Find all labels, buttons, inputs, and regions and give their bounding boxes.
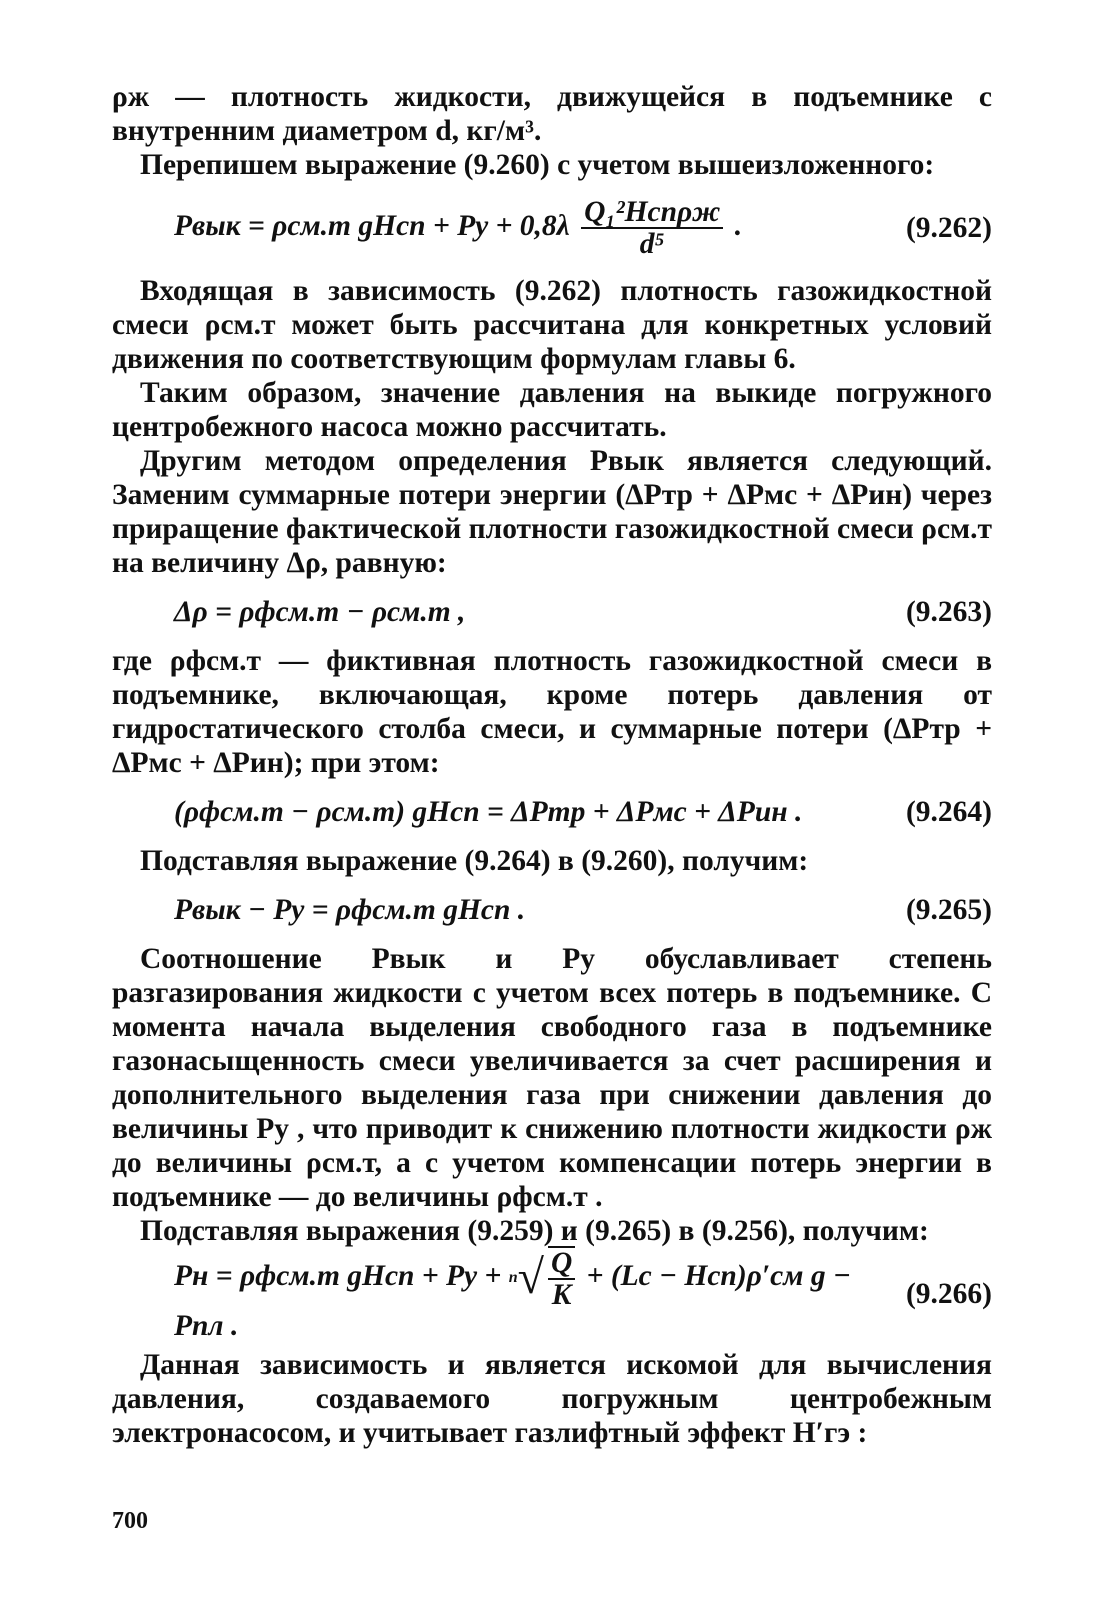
fraction bbox=[548, 1246, 575, 1310]
paragraph: Таким образом, значение давления на выкиде погружного центробежного насоса можно рассчитать. bbox=[112, 377, 992, 443]
equation-body: (ρфсм.т − ρсм.т) gHсп = ΔPтр + ΔPмс + ΔPин . bbox=[174, 795, 803, 828]
equation-number: (9.262) bbox=[905, 211, 992, 244]
equation-9-262 bbox=[112, 182, 992, 274]
equation-number: (9.266) bbox=[905, 1277, 992, 1310]
paragraph: Другим методом определения Pвык является следующий. Заменим суммарные потери энергии (ΔPтр + ΔPмс + ΔPин) через приращение фактической плотности газожидкостной смеси ρсм.т на величину Δρ, равную: bbox=[112, 445, 992, 579]
paragraph: Соотношение Pвык и Pу обуславливает степень разгазирования жидкости с учетом всех потерь в подъемнике. С момента начала выделения свободного газа в подъемнике газонасыщенность смеси увеличивается за счет расширения и дополнительного выделения газа при снижении давления до величины Pу , что приводит к снижению плотности жидкости ρж до величины ρсм.т, а с учетом компенсации потерь энергии в подъемнике — до величины ρфсм.т . bbox=[112, 943, 992, 1213]
page-number: 700 bbox=[112, 1508, 148, 1534]
page-body bbox=[112, 80, 992, 1450]
paragraph: Перепишем выражение (9.260) с учетом вышеизложенного: bbox=[140, 149, 935, 181]
equation-tail: + (Lс − Hсп)ρ′см g − Pпл . bbox=[174, 1259, 851, 1342]
paragraph: Подставляя выражения (9.259) и (9.265) в (9.256), получим: bbox=[140, 1215, 929, 1247]
paragraph: Входящая в зависимость (9.262) плотность газожидкостной смеси ρсм.т может быть рассчитана для конкретных условий движения по соответствующим формулам главы 6. bbox=[112, 275, 992, 375]
paragraph: Подставляя выражение (9.264) в (9.260), получим: bbox=[140, 845, 809, 877]
radical-sign: √ bbox=[517, 1250, 544, 1304]
equation-tail: . bbox=[734, 209, 743, 242]
equation-number: (9.265) bbox=[905, 893, 992, 926]
fraction-numerator: Q₁²Hспρж bbox=[581, 197, 723, 229]
equation-9-264 bbox=[112, 780, 992, 844]
root-index: n bbox=[508, 1268, 518, 1286]
equation-9-265 bbox=[112, 878, 992, 942]
equation-9-263 bbox=[112, 580, 992, 644]
equation-lhs: Pн = ρфсм.т gHсп + Pу + bbox=[174, 1259, 502, 1292]
fraction-denominator: K bbox=[551, 1278, 572, 1311]
paragraph: где ρфсм.т — фиктивная плотность газожидкостной смеси в подъемнике, включающая, кроме потерь давления от гидростатического столба смеси, и суммарные потери (ΔPтр + ΔPмс + ΔPин); при этом: bbox=[112, 645, 992, 779]
equation-lhs: Pвык = ρсм.т gHсп + Pу + 0,8λ bbox=[174, 209, 570, 242]
equation-9-266 bbox=[112, 1248, 992, 1340]
paragraph: Данная зависимость и является искомой для вычисления давления, создаваемого погружным центробежным электронасосом, и учитывает газлифтный эффект H′гэ : bbox=[112, 1349, 992, 1449]
paragraph: ρж — плотность жидкости, движущейся в подъемнике с внутренним диаметром d, кг/м³. bbox=[112, 81, 992, 147]
radical bbox=[509, 1246, 580, 1310]
fraction-numerator: Q bbox=[548, 1248, 575, 1280]
equation-number: (9.263) bbox=[905, 595, 992, 628]
fraction bbox=[581, 197, 723, 259]
equation-body: Δρ = ρфсм.т − ρсм.т , bbox=[174, 595, 466, 628]
equation-body: Pвык − Pу = ρфсм.т gHсп . bbox=[174, 893, 526, 926]
equation-number: (9.264) bbox=[905, 795, 992, 828]
fraction-denominator: d⁵ bbox=[639, 228, 665, 260]
